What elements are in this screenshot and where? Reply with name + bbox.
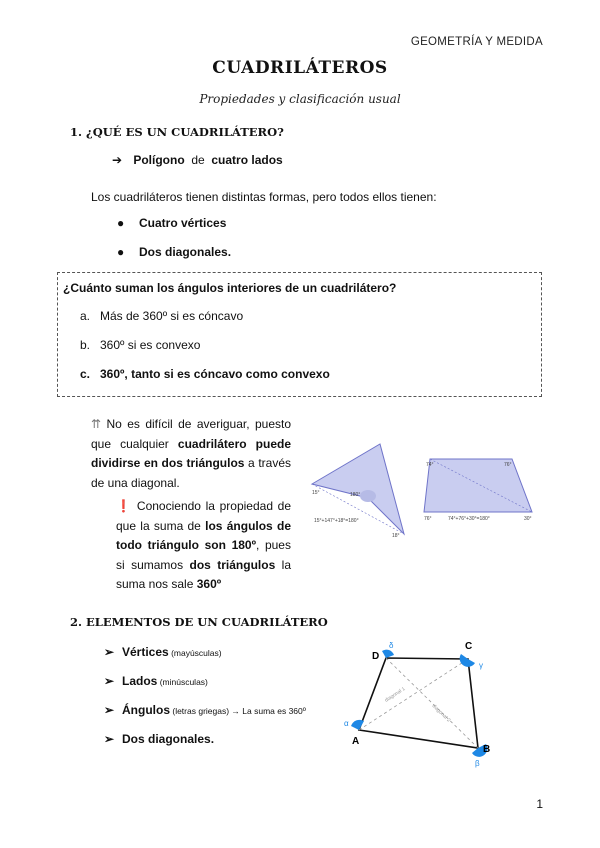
vertex-label-a: A [352,736,360,747]
angle-mark-gamma [460,654,475,667]
section1-heading: 1. ¿QUÉ ES UN CUADRILÁTERO? [70,125,284,139]
angle-label-gamma: γ [479,661,483,670]
arrows-up-icon: ⇈ [91,417,102,431]
arrow-bullet-icon: ➢ [104,674,115,688]
convex-angle-label: 76° [424,516,432,522]
element-item-angles [104,703,306,717]
convex-angle-label: 76° [504,462,512,468]
diagonal-1-label: diagonal 1 [383,686,407,704]
explanation-highlight: 360º [196,577,222,591]
element-item-vertices [104,645,222,659]
definition-term-sides: cuatro lados [211,153,283,167]
vertex-label-d: D [372,651,380,662]
question-text: ¿Cuánto suman los ángulos interiores de un cuadrilátero? [63,281,397,295]
explanation-text: Conociendo la propiedad de que la suma de [116,499,291,533]
arrow-bullet-icon: ➢ [104,645,115,659]
option-letter: b. [80,338,91,352]
concave-angle-mark [360,490,376,502]
diagonal-2-label: diagonal 2 [430,703,452,724]
bullet-text-diagonals: Dos diagonales. [139,245,232,259]
bullet-item [117,245,231,259]
arrow-right-icon: ➔ [112,153,123,167]
arrow-bullet-icon: ➢ [104,732,115,746]
concave-sum-label: 15°+147°+18°=180° [314,518,359,524]
explanation-text: a través de una diagonal. [91,456,291,490]
element-label: Vértices [122,645,169,659]
vertex-label-c: C [465,641,473,652]
element-note: (letras griegas) → La suma es 360º [170,706,306,716]
option-letter: c. [80,367,91,381]
angle-label-delta: δ [389,641,394,650]
definition-connector: de [188,153,209,167]
explanation-paragraph-2 [116,497,291,595]
convex-angle-label: 30° [524,516,532,522]
angle-label-alpha: α [344,719,349,728]
option-b [80,338,200,352]
angle-mark-delta [382,650,394,658]
bullet-dot-icon: ● [117,216,125,230]
exclamation-icon: ❗ [116,499,133,513]
element-note: (minúsculas) [157,677,208,687]
element-note: (mayúsculas) [168,648,222,658]
option-a [80,309,243,323]
element-label: Lados [122,674,158,688]
convex-sum-label: 74°+76°+30°=180° [448,516,490,522]
arrow-bullet-icon: ➢ [104,703,115,717]
option-text: Más de 360º si es cóncavo [100,309,244,323]
concave-angle-label: 15° [312,490,320,496]
definition-term-polygon: Polígono [133,153,185,167]
page-title: CUADRILÁTEROS [212,58,388,78]
concave-angle-label: 18° [392,533,400,539]
angle-mark-alpha [351,720,364,730]
page-number: 1 [536,797,543,811]
section1-intro: Los cuadriláteros tienen distintas formas, pero todos ellos tienen: [91,190,437,204]
angle-label-beta: β [475,759,480,768]
concave-quadrilateral-figure [306,436,416,546]
bullet-text-vertices: Cuatro vértices [139,216,227,230]
quadrilateral-outline [359,658,478,748]
explanation-text: , pues si sumamos [116,538,291,572]
element-item-sides [104,674,208,688]
page-subtitle: Propiedades y clasificación usual [199,92,401,106]
bullet-item [117,216,226,230]
element-label: Dos diagonales. [122,732,215,746]
option-letter: a. [80,309,91,323]
concave-angle-label: 180° [350,492,361,498]
diagonal-1 [359,659,468,730]
explanation-highlight: cuadrilátero puede dividirse en dos triángulos [91,436,291,470]
option-text: 360º si es convexo [100,338,201,352]
section2-heading: 2. ELEMENTOS DE UN CUADRILÁTERO [70,615,328,629]
element-item-diagonals [104,732,214,746]
convex-shape [424,459,532,512]
quadrilateral-abcd-diagram [328,632,508,772]
option-text: 360º, tanto si es cóncavo como convexo [100,367,330,381]
convex-angle-label: 74° [426,462,434,468]
explanation-text: la suma nos sale [116,557,291,591]
definition-line [112,153,283,167]
explanation-text: No es difícil de averiguar, puesto que cualquier [91,417,291,451]
section-topic: GEOMETRÍA Y MEDIDA [410,36,543,48]
element-label: Ángulos [122,703,170,717]
vertex-label-b: B [483,744,491,755]
bullet-dot-icon: ● [117,245,125,259]
explanation-paragraph-1 [91,415,291,493]
option-c-correct [80,367,330,381]
explanation-highlight: los ángulos de todo triángulo son 180º [116,518,292,552]
convex-quadrilateral-figure [420,452,538,532]
explanation-highlight: dos triángulos [189,557,276,572]
